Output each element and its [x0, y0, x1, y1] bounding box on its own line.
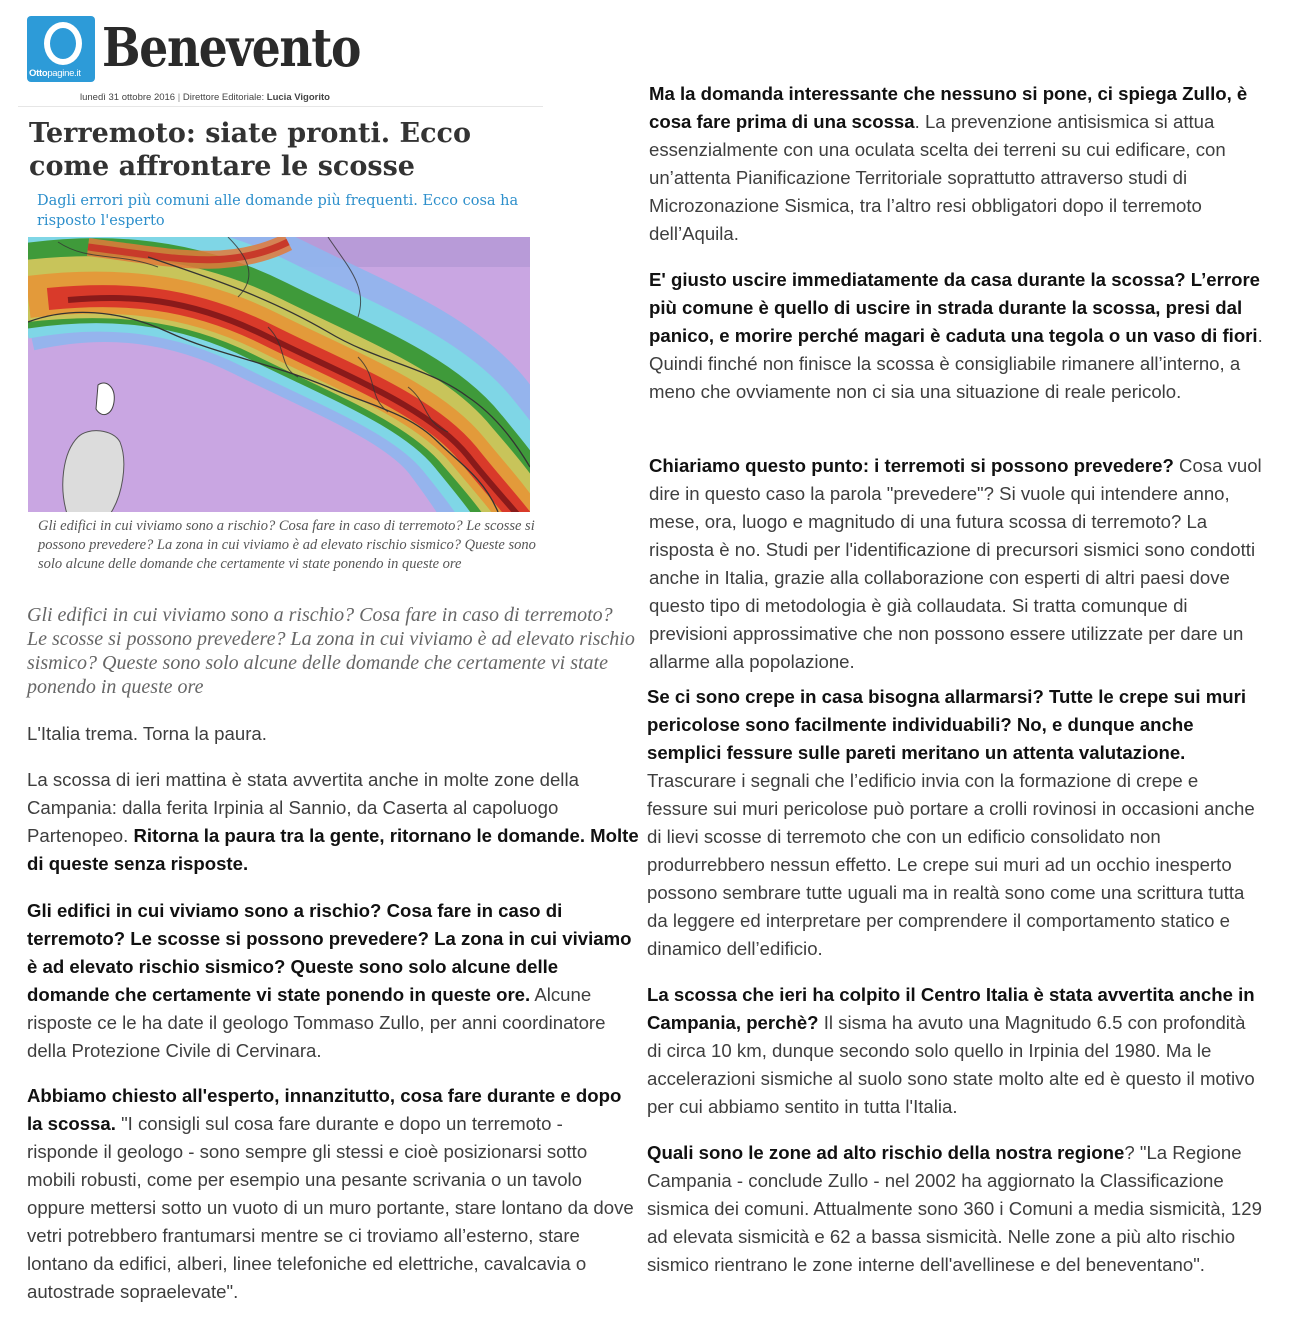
paragraph-right-6: Quali sono le zone ad alto rischio della nostra regione? "La Regione Campania - conclude Zullo - nel 2002 ha aggiornato la Classificazione sismica dei comuni. Attualmente sono 360 i Comuni a media sismicità, 129 ad elevata sismicità e 62 a bassa sismicità. Nelle zone a più alto rischio sismico rientrano le zone interne dell'avellinese e del beneventano". [647, 1142, 1262, 1275]
paragraph-right-2: E' giusto uscire immediatamente da casa durante la scossa? L’errore più comune è quello di uscire in strada durante la scossa, presi dal panico, e morire perché magari è caduta una tegola o un vaso di fiori. Quindi finché non finisce la scossa è consigliabile rimanere all’interno, a meno che ovviamente non ci sia una situazione di reale pericolo. [649, 269, 1263, 402]
date: lunedì 31 ottobre 2016 [80, 92, 176, 103]
site-logo[interactable] [27, 16, 95, 82]
paragraph-3: Gli edifici in cui viviamo sono a rischio? Cosa fare in caso di terremoto? Le scosse si possono prevedere? La zona in cui viviamo è ad elevato rischio sismico? Queste sono solo alcune delle domande che certamente vi state ponendo in queste ore. Alcune risposte ce le ha date il geologo Tommaso Zullo, per anni coordinatore della Protezione Civile di Cervinara. [27, 900, 632, 1061]
director-label: Direttore Editoriale: [182, 92, 265, 103]
paragraph-2: La scossa di ieri mattina è stata avvertita anche in molte zone della Campania: dalla ferita Irpinia al Sannio, da Caserta al capoluogo Partenopeo. Ritorna la paura tra la gente, ritornano le domande. Molte di queste senza risposte. [27, 769, 639, 874]
article-subtitle: Dagli errori più comuni alle domande più frequenti. Ecco cosa ha risposto l'esperto [37, 193, 519, 229]
paragraph-right-4: Se ci sono crepe in casa bisogna allarmarsi? Tutte le crepe sui muri pericolose sono facilmente individuabili? No, e dunque anche semplici fessure sulle pareti meritano un attenta valutazione. Trascurare i segnali che l’edificio invia con la formazione di crepe e fessure sui muri pericolose può portare a crolli rovinosi in occasioni anche di lievi scosse di terremoto che con un edificio consolidato non produrrebbero nessun effetto. Le crepe sui muri ad un occhio inesperto possono sembrare tutte uguali ma in realtà sono come una scrittura tutta da leggere ed interpretare per comprendere il comportamento statico e dinamico dell’edificio. [647, 686, 1255, 959]
paragraph-4: Abbiamo chiesto all'esperto, innanzitutto, cosa fare durante e dopo la scossa. "I consigli sul cosa fare durante e dopo un terremoto - risponde il geologo - sono sempre gli stessi e cioè posizionarsi sotto mobili robusti, come per esempio una pesante scrivania o un tavolo oppure mettersi sotto un vuoto di un muro portante, stare lontano da dove vetri potrebbero frantumarsi mentre se ci troviamo all’esterno, stare lontano da edifici, alberi, linee telefoniche ed elettriche, cavalcavia o autostrade sopraelevate". [27, 1085, 634, 1302]
paragraph-1: L'Italia trema. Torna la paura. [27, 723, 267, 744]
director-name: Lucia Vigorito [266, 92, 330, 103]
dateline: lunedì 31 ottobre 2016 | Direttore Editoriale: Lucia Vigorito [80, 92, 330, 103]
masthead-divider [18, 106, 543, 107]
paragraph-right-3: Chiariamo questo punto: i terremoti si possono prevedere? Cosa vuol dire in questo caso la parola "prevedere"? Si vuole qui intendere anno, mese, ora, luogo e magnitudo di una futura scossa di terremoto? La risposta è no. Studi per l'identificazione di precursori sismici sono condotti anche in Italia, grazie alla collaborazione con esperti di altri paesi dove questo tipo di metodologia è già collaudata. Si tratta comunque di previsioni approssimative che non possono essere utilizzate per dare un allarme alla popolazione. [649, 455, 1262, 672]
paragraph-right-5: La scossa che ieri ha colpito il Centro Italia è stata avvertita anche in Campania, perchè? Il sisma ha avuto una Magnitudo 6.5 con profondità di circa 10 km, dunque secondo solo quello in Irpinia del 1980. Ma le accelerazioni sismiche al suolo sono state molto alte ed è questo il motivo per cui abbiamo sentito in tutta l'Italia. [647, 984, 1255, 1117]
seismic-hazard-map-image [28, 237, 530, 512]
article-headline: Terremoto: siate pronti. Ecco come affrontare le scosse [29, 118, 471, 182]
edition-title: Benevento [102, 17, 361, 79]
article-intro: Gli edifici in cui viviamo sono a rischio? Cosa fare in caso di terremoto? Le scosse si possono prevedere? La zona in cui viviamo è ad elevato rischio sismico? Queste sono solo alcune delle domande che certamente vi state ponendo in queste ore [27, 604, 635, 698]
image-caption: Gli edifici in cui viviamo sono a rischio? Cosa fare in caso di terremoto? Le scosse si possono prevedere? La zona in cui viviamo è ad elevato rischio sismico? Queste sono solo alcune delle domande che certamente vi state ponendo in queste ore [38, 518, 536, 572]
paragraph-right-1: Ma la domanda interessante che nessuno si pone, ci spiega Zullo, è cosa fare prima di una scossa. La prevenzione antisismica si attua essenzialmente con una oculata scelta dei terreni su cui edificare, con un’attenta Pianificazione Territoriale soprattutto attraverso studi di Microzonazione Sismica, tra l’altro resi obbligatori dopo il terremoto dell’Aquila. [649, 83, 1248, 244]
logo-sitename: Ottopagine.it [29, 68, 81, 79]
logo-ring-icon [44, 22, 82, 65]
